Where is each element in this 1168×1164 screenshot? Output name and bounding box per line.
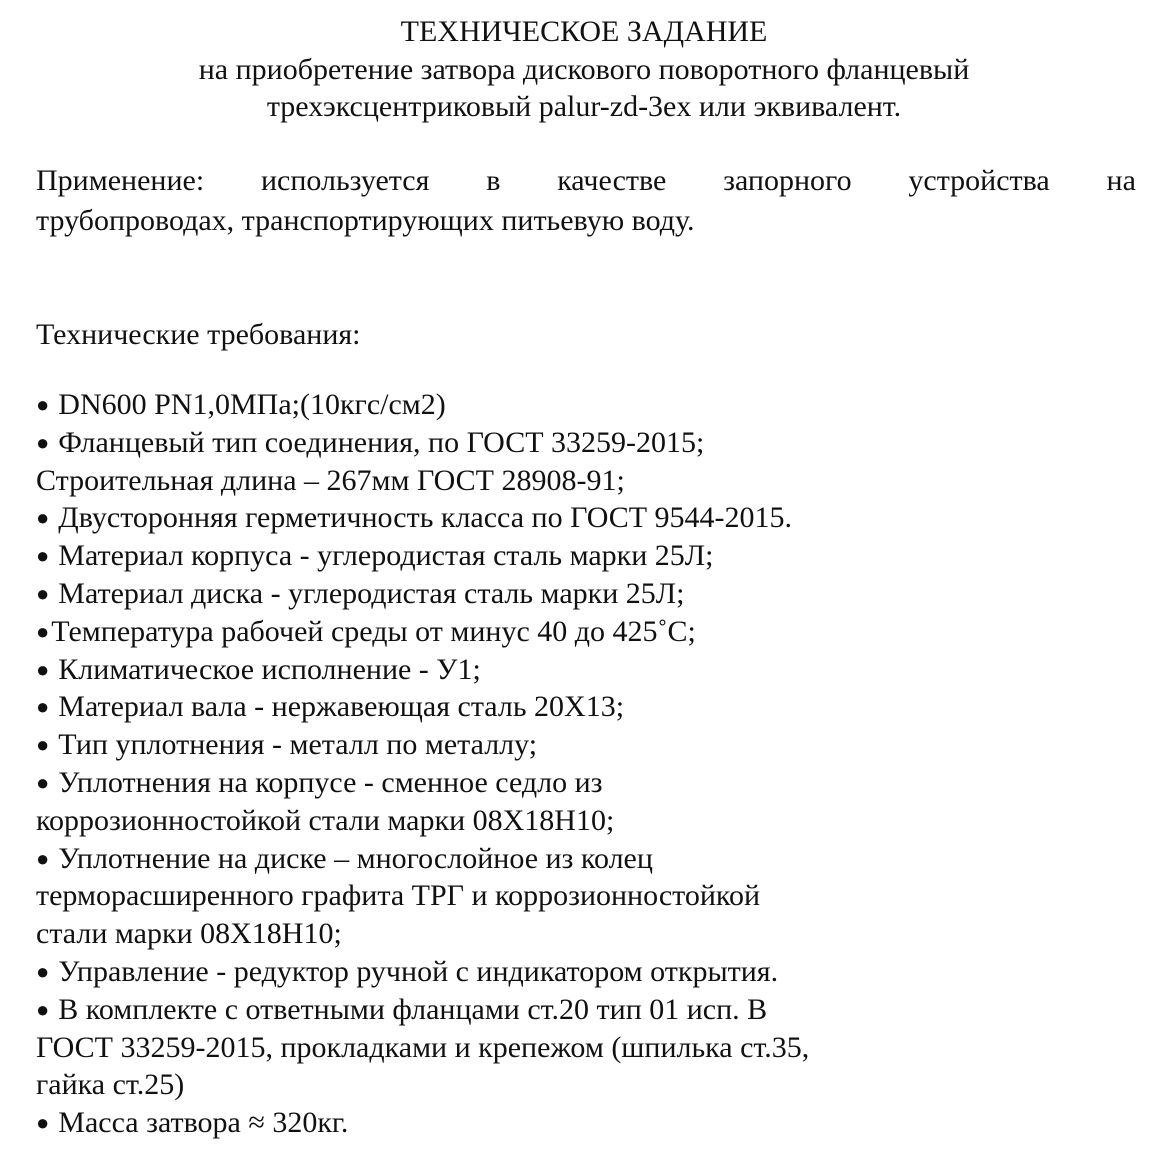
requirement-text: Тип уплотнения - металл по металлу; xyxy=(58,728,538,762)
requirement-text: Материал корпуса - углеродистая сталь марки 25Л; xyxy=(58,539,714,573)
requirement-line xyxy=(36,688,1136,726)
requirement-text: терморасширенного графита ТРГ и коррозионностойкой xyxy=(36,879,761,913)
requirement-line xyxy=(36,953,1136,991)
requirement-line xyxy=(36,537,1136,575)
requirement-text: DN600 PN1,0МПа;(10кгс/см2) xyxy=(58,388,446,421)
requirement-text: Температура рабочей среды от минус 40 до 425˚С; xyxy=(51,614,696,648)
requirement-text: Уплотнение на диске – многослойное из колец xyxy=(58,841,653,875)
requirement-line xyxy=(36,802,1136,840)
bullet-icon: ● xyxy=(36,505,50,531)
requirement-line xyxy=(36,462,1136,500)
requirement-text: Уплотнения на корпусе - сменное седло из xyxy=(58,765,603,799)
requirements-list xyxy=(36,386,1136,1142)
requirement-line xyxy=(36,1029,1136,1067)
requirement-line xyxy=(36,613,1136,651)
requirement-text: Масса затвора ≈ 320кг. xyxy=(58,1106,349,1140)
requirement-text: гайка ст.25) xyxy=(36,1068,185,1102)
bullet-icon: ● xyxy=(36,769,50,795)
application-word: Применение: xyxy=(36,164,205,197)
requirements-heading: Технические требования: xyxy=(36,318,361,351)
application-line-1 xyxy=(36,163,1136,199)
requirement-line xyxy=(36,651,1136,689)
application-word: используется xyxy=(260,164,430,197)
requirement-line xyxy=(36,764,1136,802)
requirement-line xyxy=(36,877,1136,915)
requirement-text: ГОСТ 33259-2015, прокладками и крепежом (шпилька ст.35, xyxy=(36,1030,810,1064)
document-subtitle-line-1: на приобретение затвора дискового поворотного фланцевый xyxy=(198,53,970,86)
requirement-line xyxy=(36,1066,1136,1104)
bullet-icon: ● xyxy=(36,958,50,984)
requirement-text: Управление - редуктор ручной с индикатором открытия. xyxy=(58,954,779,988)
requirement-line xyxy=(36,1104,1136,1142)
requirement-line xyxy=(36,499,1136,537)
requirement-text: Климатическое исполнение - У1; xyxy=(58,652,481,686)
document-subtitle-line-2: трехэксцентриковый palur-zd-3ex или эквивалент. xyxy=(266,90,902,123)
requirement-line xyxy=(36,575,1136,613)
requirement-line xyxy=(36,991,1136,1029)
bullet-icon: ● xyxy=(36,580,50,606)
bullet-icon: ● xyxy=(36,996,50,1022)
requirement-text: Строительная длина – 267мм ГОСТ 28908-91; xyxy=(36,463,625,497)
requirement-text: Фланцевый тип соединения, по ГОСТ 33259-2015; xyxy=(58,425,705,459)
document-title: ТЕХНИЧЕСКОЕ ЗАДАНИЕ xyxy=(400,15,768,48)
bullet-icon: ● xyxy=(36,618,50,644)
requirement-text: коррозионностойкой стали марки 08Х18Н10; xyxy=(36,803,615,837)
requirement-text: В комплекте с ответными фланцами ст.20 тип 01 исп. В xyxy=(58,992,768,1026)
requirement-text: стали марки 08Х18Н10; xyxy=(36,917,342,951)
requirement-text: Материал диска - углеродистая сталь марки 25Л; xyxy=(58,576,685,610)
requirement-line xyxy=(36,840,1136,878)
requirement-line xyxy=(36,726,1136,764)
requirement-line xyxy=(36,386,1136,424)
application-word: на xyxy=(1106,164,1136,197)
requirement-text: Материал вала - нержавеющая сталь 20Х13; xyxy=(58,690,625,724)
bullet-icon: ● xyxy=(36,656,50,682)
requirement-text: Двусторонняя герметичность класса по ГОСТ 9544-2015. xyxy=(58,501,793,535)
requirement-line xyxy=(36,915,1136,953)
bullet-icon: ● xyxy=(36,392,50,417)
application-word: в xyxy=(486,164,501,197)
application-word: устройства xyxy=(908,164,1050,197)
application-word: качестве xyxy=(557,164,667,197)
bullet-icon: ● xyxy=(36,694,50,720)
application-line-2: трубопроводах, транспортирующих питьевую воду. xyxy=(36,204,695,237)
bullet-icon: ● xyxy=(36,845,50,871)
bullet-icon: ● xyxy=(36,429,50,455)
bullet-icon: ● xyxy=(36,732,50,758)
application-word: запорного xyxy=(723,164,852,197)
bullet-icon: ● xyxy=(36,1110,50,1136)
bullet-icon: ● xyxy=(36,543,50,569)
requirement-line xyxy=(36,424,1136,462)
